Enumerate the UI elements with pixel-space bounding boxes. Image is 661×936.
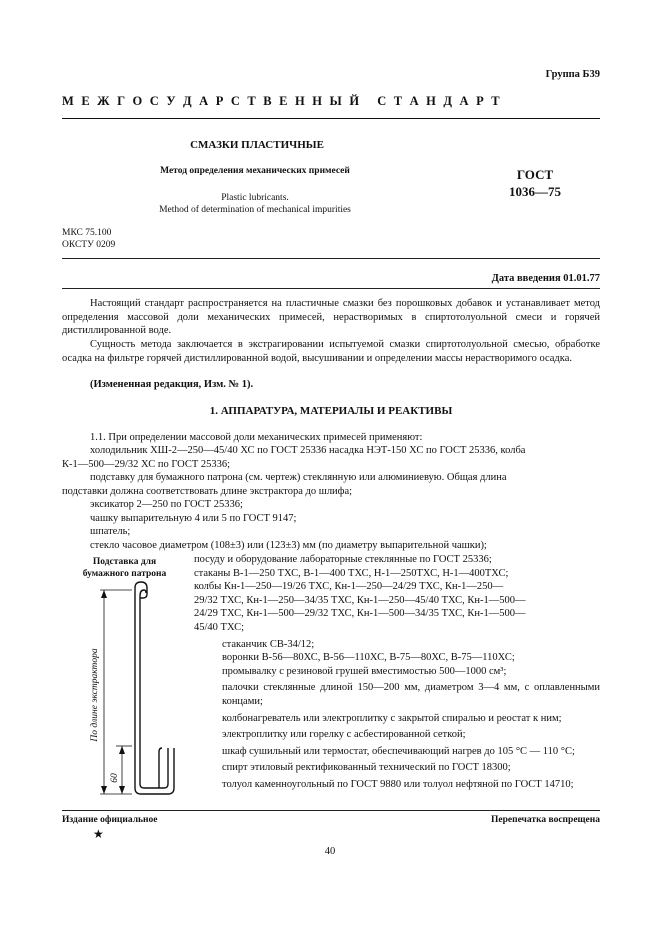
item-holder-cont: подставки должна соответствовать длине экстрактора до шлифа;	[62, 486, 353, 497]
star-icon: ★	[93, 827, 104, 841]
item-exsiccator: эксикатор 2—250 по ГОСТ 25336;	[90, 499, 243, 510]
item-ethanol: спирт этиловый ректификованный технический по ГОСТ 18300;	[222, 762, 511, 774]
gost-number: 1036—75	[509, 184, 561, 199]
item-small-cup: стаканчик СВ-34/12;	[222, 638, 315, 650]
date-rule	[62, 288, 600, 289]
intro-date-value: 01.01.77	[563, 273, 600, 284]
height-dimension-label: 60	[109, 773, 120, 783]
item-oven: шкаф сушильный или термостат, обеспечивающий нагрев до 105 °С — 110 °С;	[222, 745, 575, 757]
header-rule	[62, 118, 600, 119]
item-flasks-b: 29/32 ТХС, Кн-1—250—34/35 ТХС, Кн-1—250—45/40 ТХС, Кн-1—500—	[194, 594, 526, 606]
mks-code: МКС 75.100	[62, 228, 112, 238]
length-dimension-label: По длине экстрактора	[90, 648, 100, 742]
item-flasks-a: колбы Кн-1—250—19/26 ТХС, Кн-1—250—24/29 ТХС, Кн-1—250—	[194, 581, 504, 593]
item-spatula: шпатель;	[90, 526, 131, 537]
okstu-code: ОКСТУ 0209	[62, 240, 116, 250]
en-subtitle: Method of determination of mechanical impurities	[159, 205, 351, 215]
official-edition: Издание официальное	[62, 815, 158, 825]
item-watchglass: стекло часовое диаметром (108±3) или (123±3) мм (по диаметру выпарительной чашки);	[90, 540, 487, 551]
en-title: Plastic lubricants.	[221, 193, 289, 203]
doc-title: СМАЗКИ ПЛАСТИЧНЫЕ	[190, 139, 324, 151]
item-beakers: стаканы В-1—250 ТХС, В-1—400 ТХС, Н-1—250ТХС, Н-1—400ТХС;	[194, 567, 509, 579]
page-number: 40	[324, 846, 336, 857]
intro-date-label: Дата введения	[491, 273, 561, 284]
item-holder: подставку для бумажного патрона (см. чертеж) стеклянную или алюминиевую. Общая длина	[90, 472, 507, 483]
equipment-list-right	[194, 553, 600, 792]
item-glassware: посуду и оборудование лабораторные стеклянные по ГОСТ 25336;	[194, 554, 492, 565]
item-stove: электроплитку или горелку с асбестированной сеткой;	[222, 729, 466, 741]
intro-essence: Сущность метода заключается в экстрагировании испытуемой смазки спиртотолуольной смесью, обработке осадка на фильтре горячей дистиллированной водой, высушивании и определении массы нерастворимого осадка.	[62, 339, 600, 364]
item-toluene: толуол каменноугольный по ГОСТ 9880 или толуол нефтяной по ГОСТ 14710;	[222, 778, 574, 790]
item-rods: палочки стеклянные длиной 150—200 мм, диаметром 3—4 мм, с оплавленными концами;	[222, 682, 600, 707]
item-condenser: холодильник ХШ-2—250—45/40 ХС по ГОСТ 25336 насадка НЭТ-150 ХС по ГОСТ 25336, колба	[90, 445, 526, 456]
item-funnels: воронки В-56—80ХС, В-56—110ХС, В-75—80ХС, В-75—110ХС;	[222, 652, 515, 664]
figure-caption-line1: Подставка для	[92, 557, 157, 567]
item-heater: колбонагреватель или электроплитку с закрытой спиралью и реостат к ним;	[222, 712, 562, 724]
group-code: Группа Б39	[545, 69, 600, 80]
item-condenser-cont: К-1—500—29/32 ХС по ГОСТ 25336;	[62, 459, 231, 470]
reprint-notice: Перепечатка воспрещена	[490, 815, 600, 825]
footer-rule	[62, 810, 600, 811]
amendment-note: (Измененная редакция, Изм. № 1).	[90, 379, 254, 390]
item-cup: чашку выпарительную 4 или 5 по ГОСТ 9147;	[90, 513, 297, 524]
intro-date	[492, 273, 600, 284]
figure-caption-line2: бумажного патрона	[82, 569, 167, 579]
intro-scope: Настоящий стандарт распространяется на пластичные смазки без порошковых добавок и устанавливает метод определения массовой доли механических примесей, нерастворимых в спиртотолуольной смеси и горячей дистиллированной воде.	[62, 298, 600, 337]
item-flasks-d: 45/40 ТХС;	[194, 621, 245, 633]
standard-banner: М Е Ж Г О С У Д А Р С Т В Е Н Н Ы Й С Т А Н Д А Р Т	[62, 94, 502, 108]
item-flasks-c: 24/29 ТХС, Кн-1—500—29/32 ТХС, Кн-1—500—34/35 ТХС, Кн-1—500—	[194, 608, 526, 620]
doc-subtitle: Метод определения механических примесей	[160, 166, 350, 176]
codes-rule	[62, 258, 600, 259]
list-lead: 1.1. При определении массовой доли механических примесей применяют:	[90, 432, 423, 443]
section-heading: 1. АППАРАТУРА, МАТЕРИАЛЫ И РЕАКТИВЫ	[209, 405, 453, 417]
gost-label: ГОСТ	[516, 167, 554, 182]
item-washbottle: промывалку с резиновой грушей вместимостью 500—1000 см³;	[222, 665, 507, 677]
